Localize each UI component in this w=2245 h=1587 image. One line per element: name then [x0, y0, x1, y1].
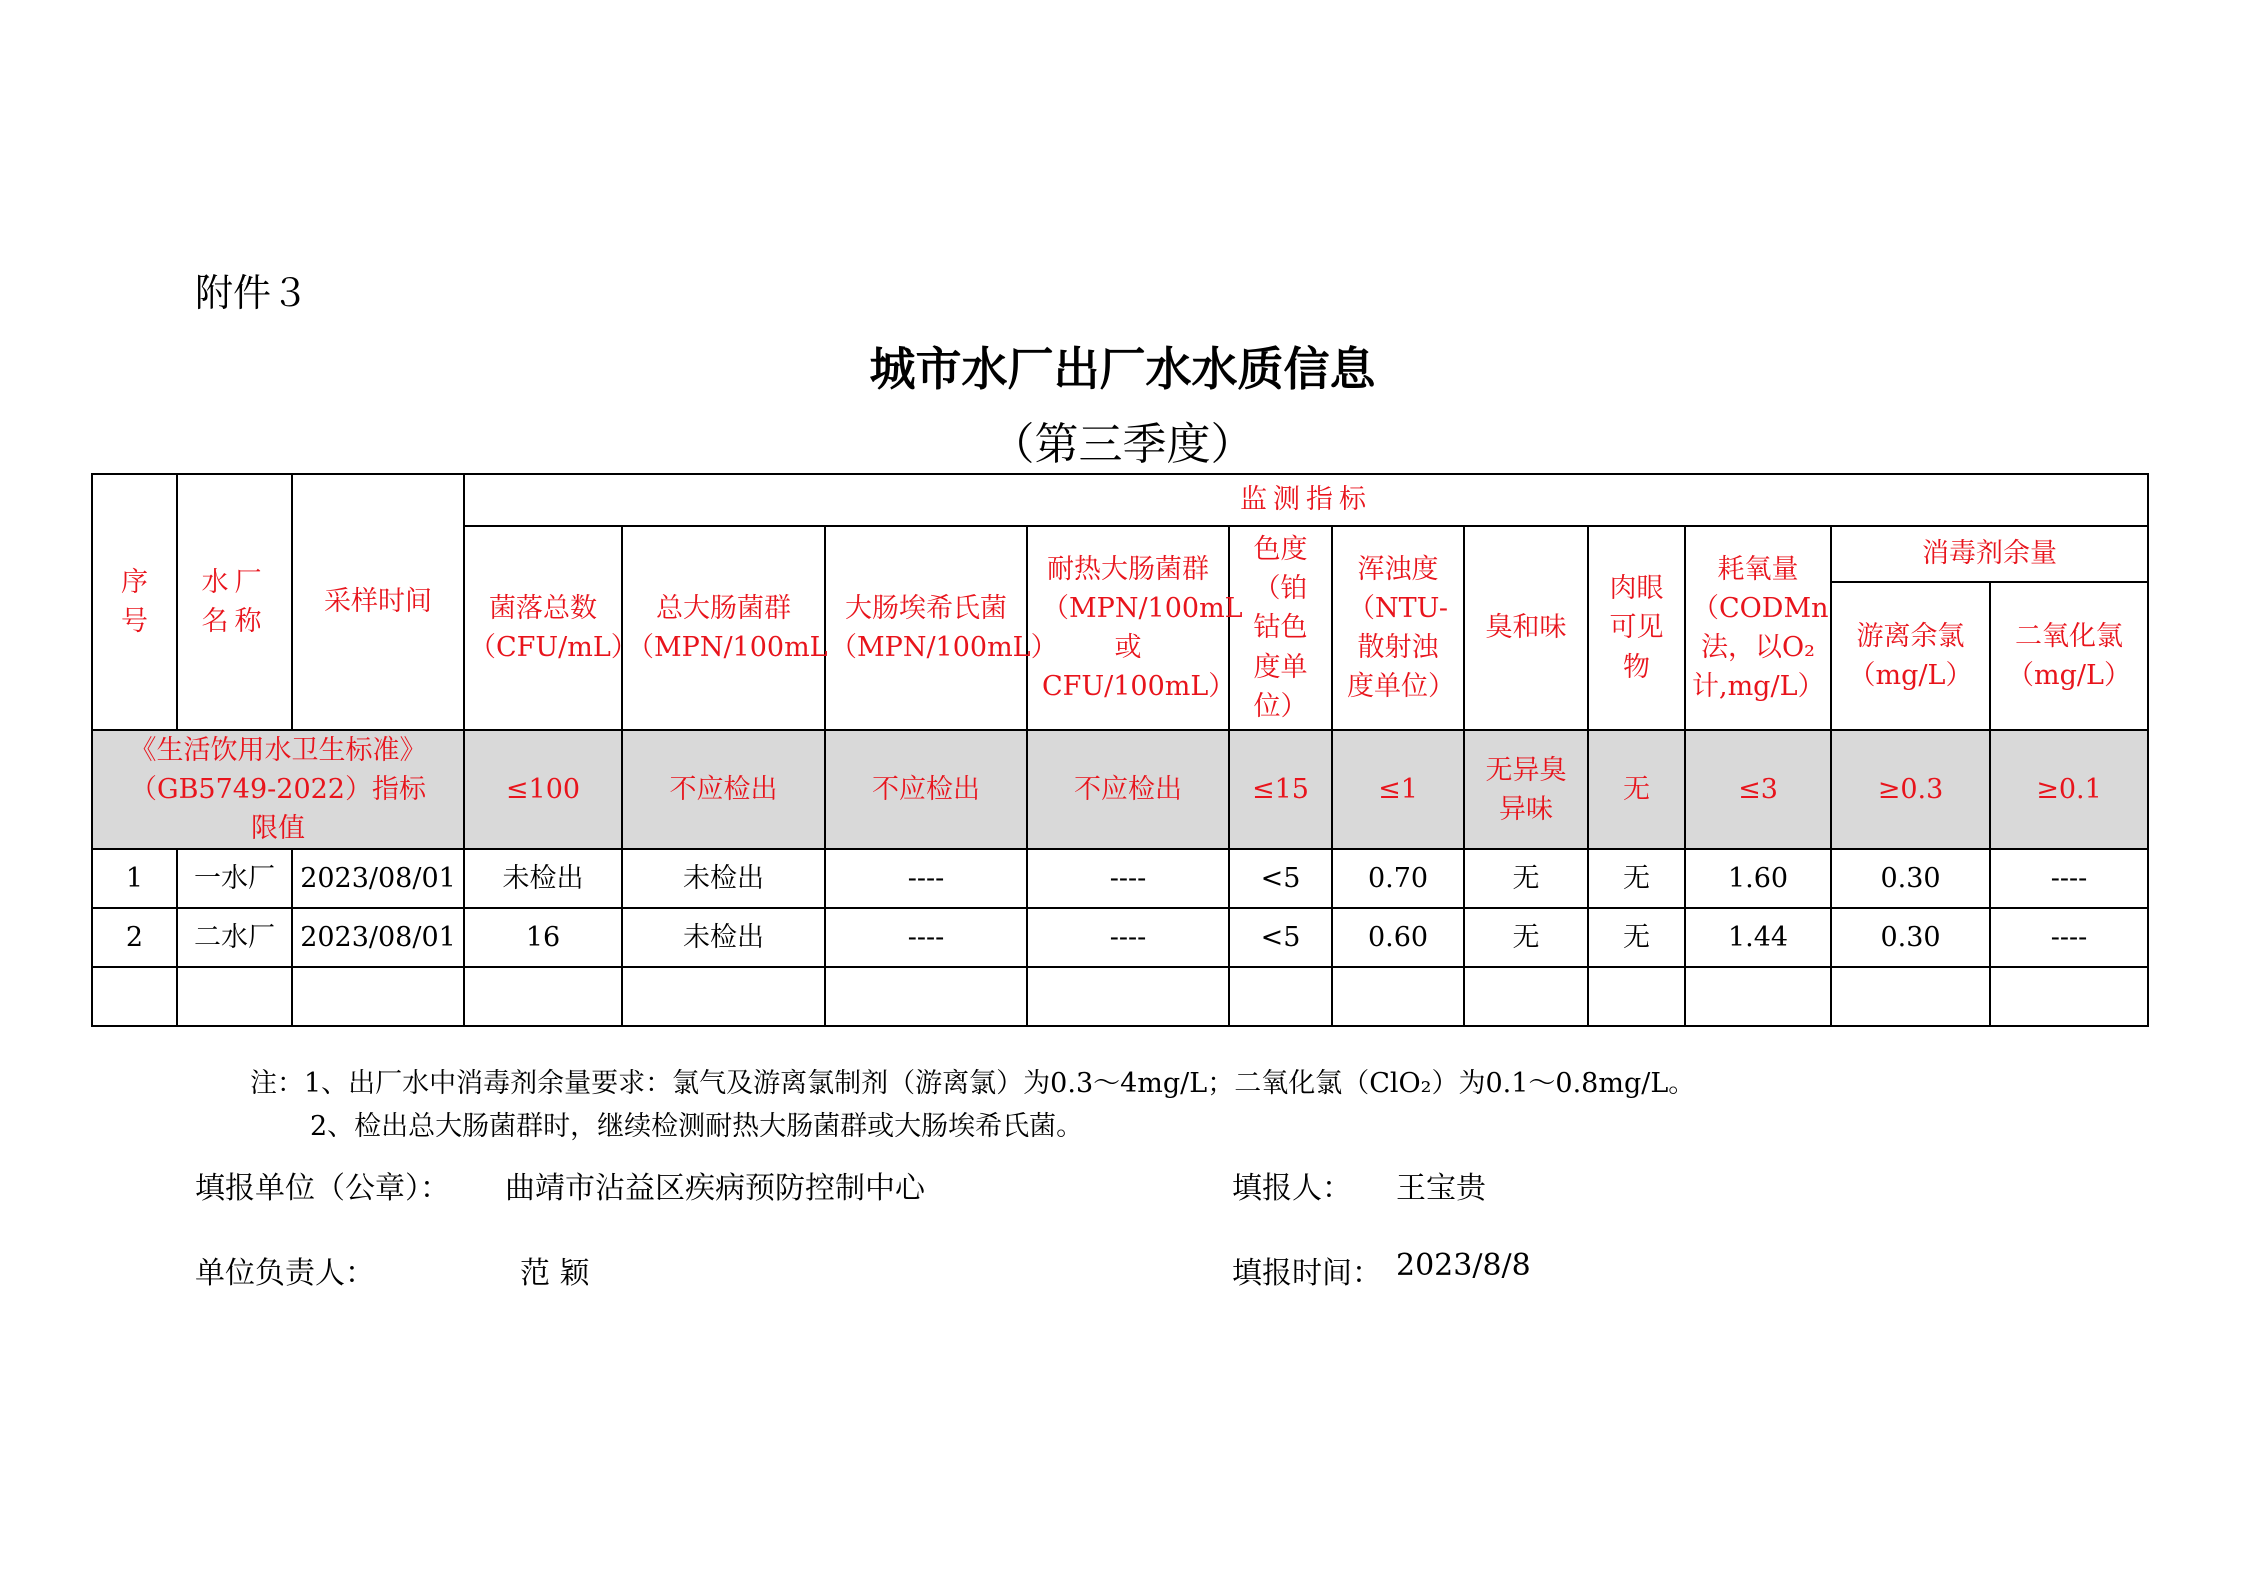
header-free-chlorine: 游离余氯（mg/L） — [1831, 582, 1990, 730]
standard-label: 《生活饮用水卫生标准》（GB5749-2022）指标限值 — [92, 730, 464, 849]
standard-cell: ≤3 — [1685, 730, 1831, 849]
table-cell: 2023/08/01 — [292, 849, 464, 908]
document-subtitle: （第三季度） — [990, 419, 1255, 470]
document-title: 城市水厂出厂水水质信息 — [869, 342, 1376, 396]
table-cell: ---- — [1990, 908, 2148, 967]
standard-cell: 无异臭异味 — [1464, 730, 1588, 849]
header-row-1 — [92, 474, 2148, 526]
table-cell: 0.60 — [1332, 908, 1464, 967]
table-cell: 16 — [464, 908, 622, 967]
standard-cell: ≤100 — [464, 730, 622, 849]
table-cell: ---- — [1027, 908, 1229, 967]
empty-cell — [1464, 967, 1588, 1026]
table-cell: 1.60 — [1685, 849, 1831, 908]
table-cell: 0.70 — [1332, 849, 1464, 908]
standard-cell: 不应检出 — [1027, 730, 1229, 849]
header-thermotolerant-coliform: 耐热大肠菌群（MPN/100mL或CFU/100mL） — [1027, 526, 1229, 730]
table-cell: 一水厂 — [177, 849, 292, 908]
header-odor: 臭和味 — [1464, 526, 1588, 730]
head-value: 范 颖 — [520, 1256, 590, 1291]
header-total-coliform: 总大肠菌群（MPN/100mL — [622, 526, 825, 730]
table-cell: 0.30 — [1831, 849, 1990, 908]
empty-cell — [622, 967, 825, 1026]
table-cell: 无 — [1588, 849, 1685, 908]
table-cell: ---- — [1990, 849, 2148, 908]
header-visible-matter: 肉眼可见物 — [1588, 526, 1685, 730]
table-cell: 二水厂 — [177, 908, 292, 967]
unit-value: 曲靖市沾益区疾病预防控制中心 — [505, 1171, 925, 1206]
standard-cell: ≥0.1 — [1990, 730, 2148, 849]
table-cell: 无 — [1588, 908, 1685, 967]
empty-cell — [1588, 967, 1685, 1026]
header-turbidity: 浑浊度（NTU-散射浊度单位） — [1332, 526, 1464, 730]
note-line-1: 注：1、出厂水中消毒剂余量要求：氯气及游离氯制剂（游离氯）为0.3～4mg/L；二氧化氯（ClO₂）为0.1～0.8mg/L。 — [250, 1068, 1696, 1099]
table-cell: ---- — [825, 849, 1027, 908]
header-cod: 耗氧量（CODMn法，以O₂计,mg/L） — [1685, 526, 1831, 730]
attachment-label: 附件３ — [195, 271, 310, 315]
empty-cell — [1685, 967, 1831, 1026]
empty-cell — [1831, 967, 1990, 1026]
standard-cell: ≥0.3 — [1831, 730, 1990, 849]
header-chlorine-dioxide: 二氧化氯（mg/L） — [1990, 582, 2148, 730]
note-line-2: 2、检出总大肠菌群时，继续检测耐热大肠菌群或大肠埃希氏菌。 — [310, 1111, 1084, 1142]
empty-cell — [1332, 967, 1464, 1026]
empty-cell — [1027, 967, 1229, 1026]
standard-cell: 无 — [1588, 730, 1685, 849]
empty-cell — [1990, 967, 2148, 1026]
empty-cell — [1229, 967, 1332, 1026]
table-row — [92, 908, 2148, 967]
empty-cell — [292, 967, 464, 1026]
water-quality-table — [91, 473, 2149, 1027]
header-monitoring-indicators: 监测指标 — [464, 474, 2148, 526]
empty-cell — [177, 967, 292, 1026]
table-row — [92, 849, 2148, 908]
standard-cell: 不应检出 — [825, 730, 1027, 849]
head-label: 单位负责人： — [195, 1256, 375, 1291]
table-cell: <5 — [1229, 908, 1332, 967]
header-sampling-time: 采样时间 — [292, 474, 464, 730]
table-cell: 0.30 — [1831, 908, 1990, 967]
header-seq: 序号 — [92, 474, 177, 730]
empty-table-row — [92, 967, 2148, 1026]
table-cell: 未检出 — [622, 849, 825, 908]
table-cell: 1.44 — [1685, 908, 1831, 967]
table-cell: 无 — [1464, 849, 1588, 908]
header-colony-count: 菌落总数（CFU/mL） — [464, 526, 622, 730]
header-color: 色度（铂钴色度单位） — [1229, 526, 1332, 730]
header-disinfectant-residual: 消毒剂余量 — [1831, 526, 2148, 582]
table-cell: <5 — [1229, 849, 1332, 908]
reporter-label: 填报人： — [1232, 1171, 1352, 1206]
header-e-coli: 大肠埃希氏菌（MPN/100mL） — [825, 526, 1027, 730]
table-cell: 未检出 — [464, 849, 622, 908]
report-time-value: 2023/8/8 — [1396, 1248, 1531, 1283]
empty-cell — [92, 967, 177, 1026]
standard-limit-row — [92, 730, 2148, 849]
table-cell: 无 — [1464, 908, 1588, 967]
table-cell: 2023/08/01 — [292, 908, 464, 967]
table-cell: 未检出 — [622, 908, 825, 967]
reporter-value: 王宝贵 — [1396, 1171, 1486, 1206]
standard-cell: 不应检出 — [622, 730, 825, 849]
table-cell: ---- — [1027, 849, 1229, 908]
unit-label: 填报单位（公章）： — [195, 1171, 450, 1206]
standard-cell: ≤1 — [1332, 730, 1464, 849]
standard-cell: ≤15 — [1229, 730, 1332, 849]
notes — [250, 1062, 1695, 1148]
table-cell: 2 — [92, 908, 177, 967]
report-time-label: 填报时间： — [1232, 1256, 1382, 1291]
empty-cell — [464, 967, 622, 1026]
empty-cell — [825, 967, 1027, 1026]
header-plant-name: 水厂名称 — [177, 474, 292, 730]
table-cell: 1 — [92, 849, 177, 908]
table-cell: ---- — [825, 908, 1027, 967]
